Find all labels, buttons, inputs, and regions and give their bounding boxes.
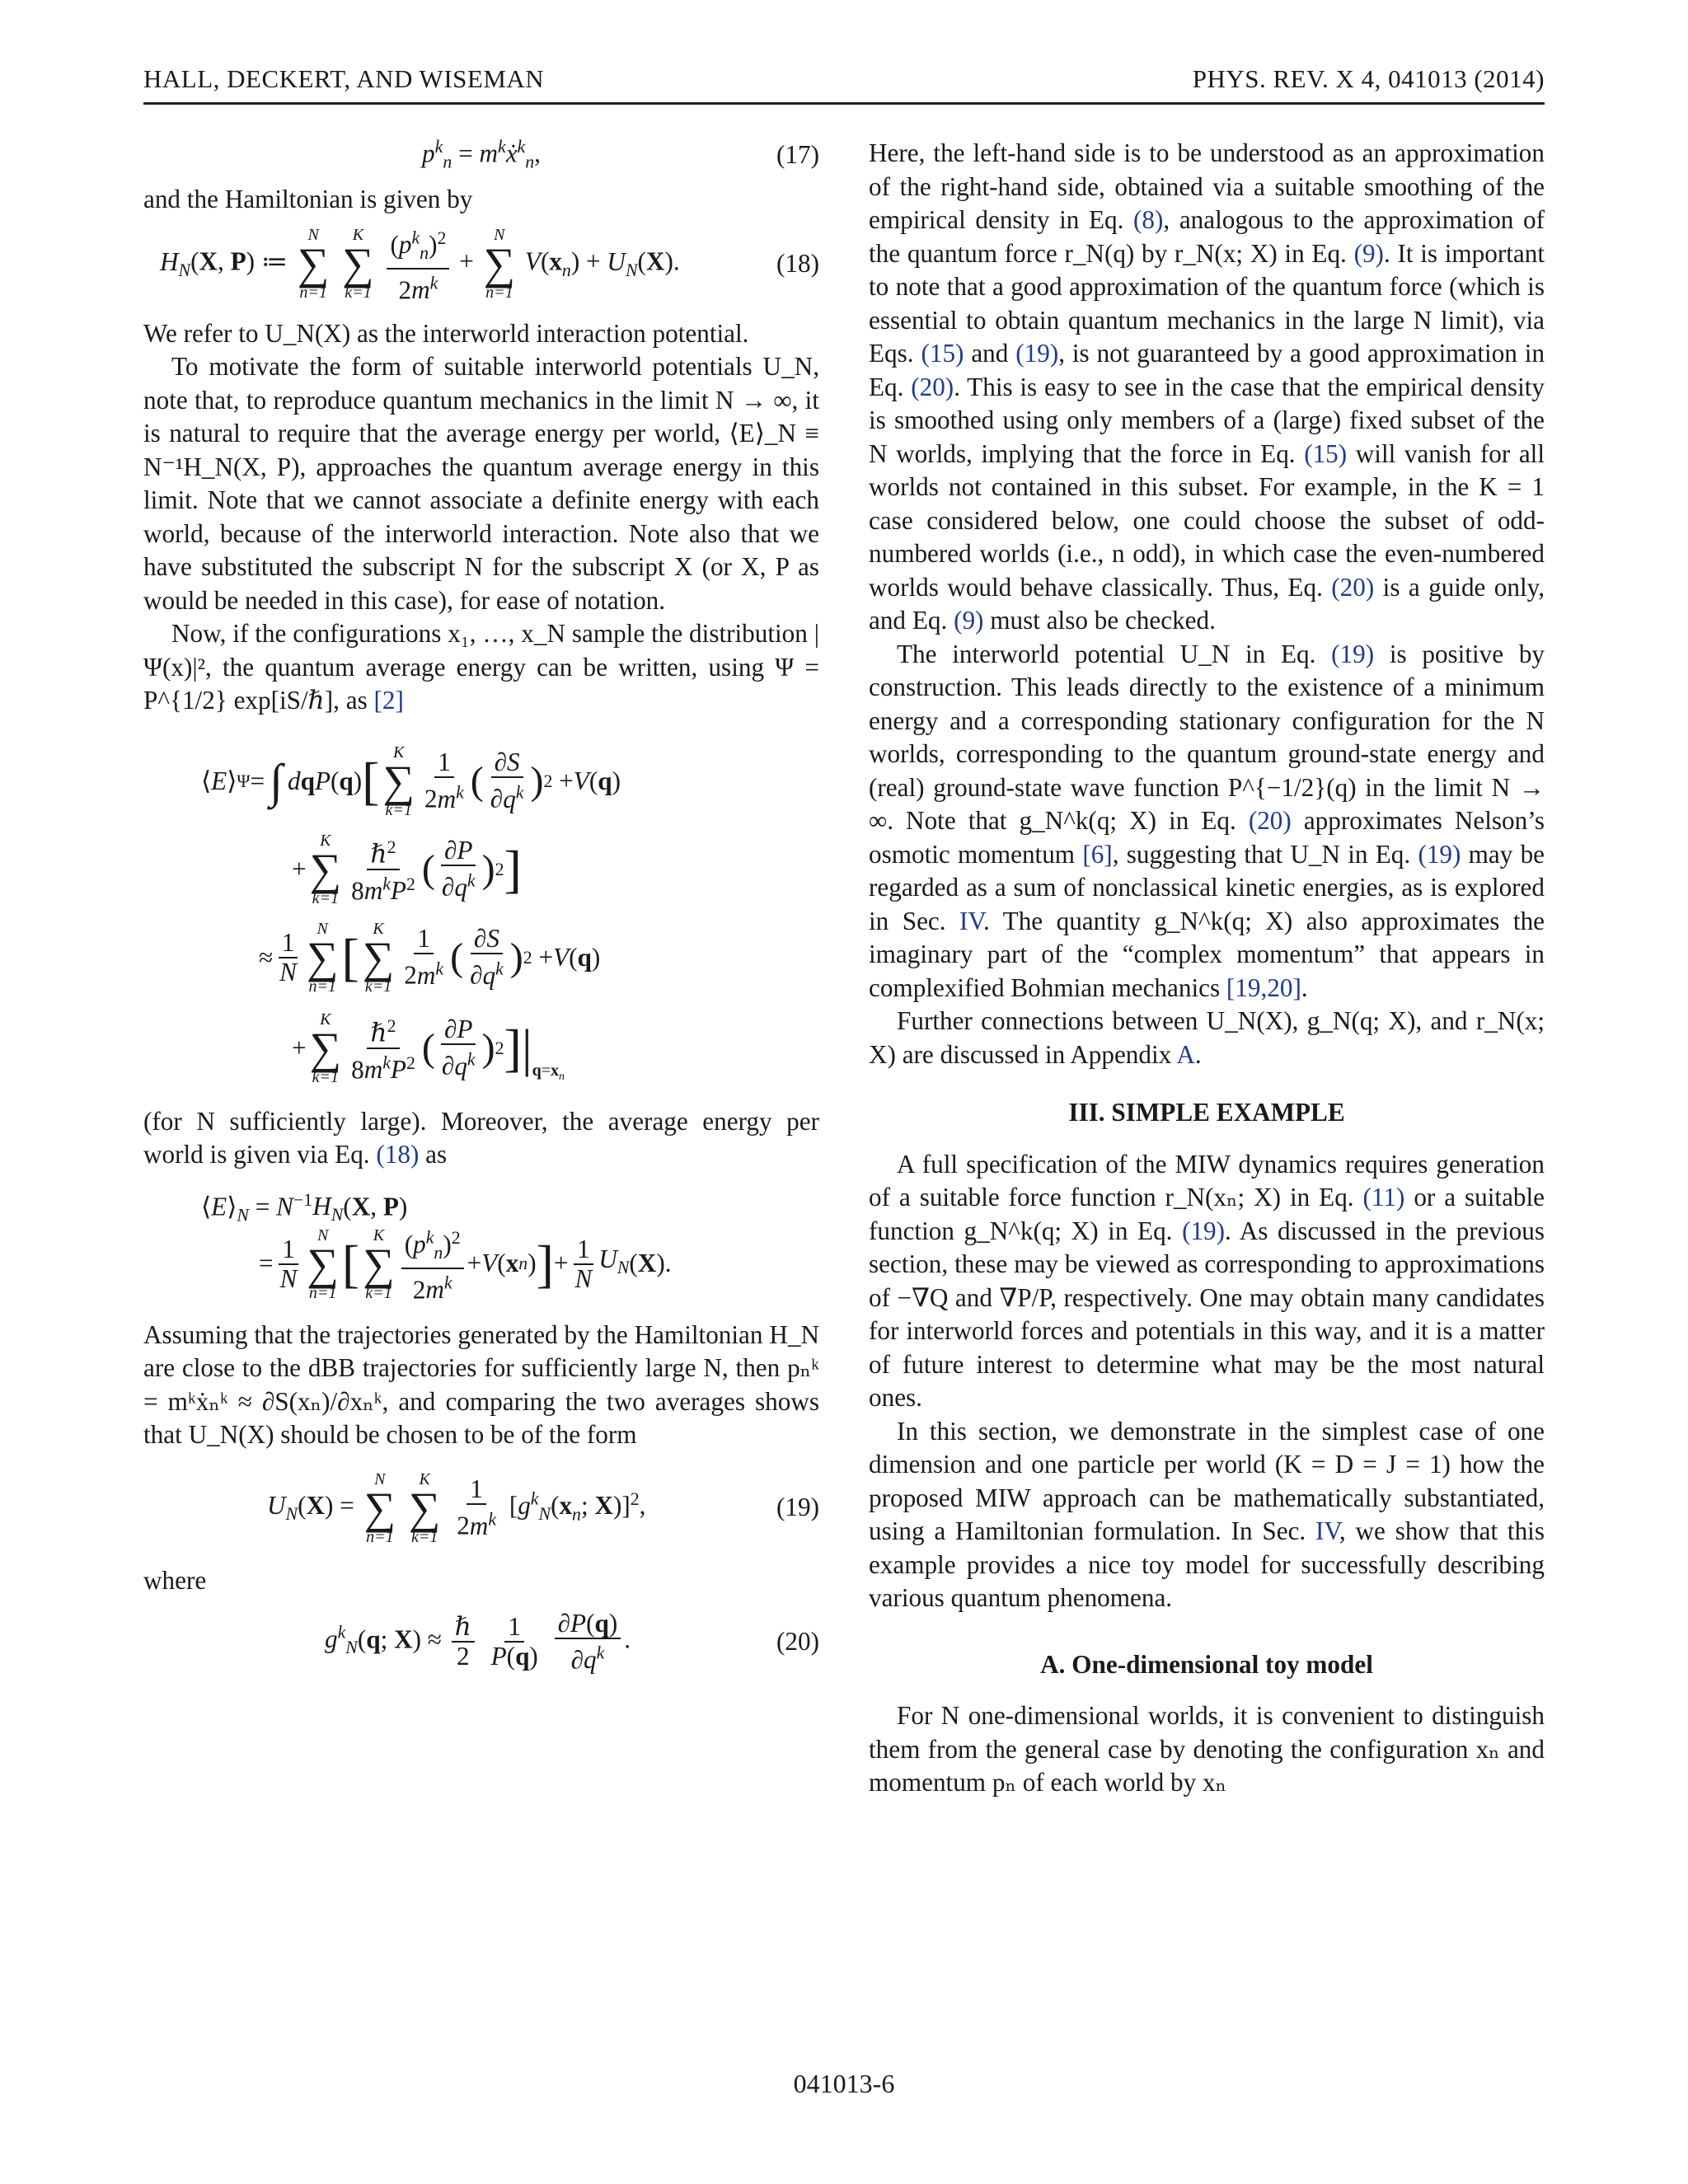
equation-link[interactable]: (8) [1133, 205, 1164, 234]
subsection-heading: A. One-dimensional toy model [1040, 1649, 1373, 1679]
equation-link[interactable]: (15) [921, 339, 964, 368]
paragraph: where [143, 1565, 207, 1595]
equation-link[interactable]: (11) [1362, 1183, 1405, 1212]
page-number: 041013-6 [793, 2069, 895, 2098]
citation-link[interactable]: [19,20] [1226, 972, 1301, 1002]
paragraph: (for N sufficiently large). Moreover, the average energy per world is given via Eq. (18) as [143, 1106, 819, 1169]
equation-link[interactable]: (19) [1015, 339, 1059, 368]
equation-energy-psi: ⟨ E ⟩ Ψ = ∫ d q P ( q ) [ K ∑ k=1 $\frac{1}{2m^k}$ ( $\frac{\partial S}{\partial q^k}$ ) 2 + V ( q ) + K ∑ k=1 $\frac{\hbar^2}{8m^kP^2}$ ( $\frac{\partial P}{\partial q^k}$ ) 2 ] ≈ $\frac{1}{N}$ N ∑ n=1 [ K ∑ k=1 $\frac{1}{2m^k}$ ( $\frac{\partial S}{\partial q^k}$ ) 2 + V ( q ) + K ∑ k=1 $\frac{\hbar^2}{8m^kP^2}$ ( $\frac{\partial P}{\partial q^k}$ ) 2 ]| $q=x_n$ [201, 743, 621, 1086]
running-header-journal: PHYS. REV. X 4, 041013 (2014) [1192, 64, 1545, 93]
equation-17: $p^k_n$ = $m^kẋ^k_n$, (17) [422, 137, 819, 173]
equation-number: (20) [776, 1626, 819, 1656]
equation-18: $H_N(X$, P) ≔ N ∑ n=1 K ∑ k=1 $\frac{(p^k_n)^2}{2m^k}$ + N ∑ n=1 $V(x_n) + U_N(X)$. (18) [143, 217, 819, 312]
section-link[interactable]: IV [959, 906, 983, 935]
paragraph: A full specification of the MIW dynamics requires generation of a suitable force function r_N(xₙ; X) in Eq. (11) or a suitable function g_N^k(q; X) in Eq. (19). As discussed in the previous section, these may be viewed as corresponding to approximations of −∇Q and ∇P/P, respectively. One may obtain many candidates for interworld forces and potentials in this way, and it is a matter of future interest to determine what may be the most natural ones. [869, 1149, 1545, 1412]
paragraph: To motivate the form of suitable interworld potentials U_N, note that, to reproduce quantum mechanics in the limit N → ∞, it is natural to require that the average energy per world, ⟨E⟩_N ≡ N⁻¹H_N(X, P), approaches the quantum average energy in this limit. Note that we cannot associate a definite energy with each world, because of the interworld interaction. Note also that we have substituted the subscript N for the subscript X (or X, P as would be needed in this case), for ease of notation. [143, 352, 819, 615]
appendix-link[interactable]: A [1176, 1039, 1195, 1069]
equation-link[interactable]: (20) [1248, 806, 1292, 835]
equation-19: $U_N(X)$ = N ∑ n=1 K ∑ k=1 $\frac{1}{2m^k}$ [$g^k_N(x_n$; X)]$^2$, (19) [267, 1469, 819, 1546]
equation-link[interactable]: (19) [1331, 639, 1375, 668]
equation-number: (17) [776, 139, 819, 169]
equation-number: (18) [776, 249, 819, 279]
section-heading: III. SIMPLE EXAMPLE [1068, 1098, 1345, 1127]
paragraph: In this section, we demonstrate in the simplest case of one dimension and one particle per world (K = D = J = 1) how the proposed MIW approach can be mathematically substantiated, using a Hamiltonian formulation. In Sec. IV, we show that this example provides a nice toy model for successfully describing various quantum phenomena. [869, 1416, 1545, 1612]
equation-energy-N: $⟨E⟩_N = N^{-1}H_N(X$, P) = $\frac{1}{N}$ N ∑ n=1 [ K ∑ k=1 $\frac{(p^k_n)^2}{2m^k}$ + V ( x n ) ] + $\frac{1}{N}$ $U_N$ ( X ). [201, 1189, 672, 1304]
equation-link[interactable]: (9) [1353, 238, 1384, 268]
paragraph: The interworld potential U_N in Eq. (19) is positive by construction. This leads directly to the existence of a minimum energy and a corresponding stationary configuration for the N worlds, corresponding to the quantum ground-state energy and (real) ground-state wave function P^{−1/2}(q) in the limit N → ∞. Note that g_N^k(q; X) in Eq. (20) approximates Nelson’s osmotic momentum [6], suggesting that U_N in Eq. (19) may be regarded as a sum of nonclassical kinetic energies, as is explored in Sec. IV. The quantity g_N^k(q; X) also approximates the imaginary part of the “complex momentum” that appears in complexified Bohmian mechanics [19,20]. [869, 639, 1545, 1002]
citation-link[interactable]: [2] [373, 686, 404, 715]
paragraph: Here, the left-hand side is to be understood as an approximation of the right-hand side, obtained via a suitable smoothing of the empirical density in Eq. (8), analogous to the approximation of the quantum force r_N(q) by r_N(x; X) in Eq. (9). It is important to note that a good approximation of the quantum force (which is essential to obtain quantum mechanics in the large N limit), via Eqs. (15) and (19), is not guaranteed by a good approximation in Eq. (20). This is easy to see in the case that the empirical density is smoothed using only members of a (large) fixed subset of the N worlds, implying that the force in Eq. (15) will vanish for all worlds not contained in this subset. For example, in the K = 1 case considered below, one could choose the subset of odd-numbered worlds (i.e., n odd), in which case the even-numbered worlds would behave classically. Thus, Eq. (20) is a guide only, and Eq. (9) must also be checked. [869, 138, 1545, 635]
equation-link[interactable]: (19) [1182, 1216, 1226, 1245]
paragraph: Now, if the configurations x₁, …, x_N sample the distribution |Ψ(x)|², the quantum average energy can be written, using Ψ = P^{1/2} exp[iS/ℏ], as [2] [143, 619, 819, 715]
citation-link[interactable]: [6] [1082, 839, 1113, 869]
equation-link[interactable]: (20) [911, 372, 954, 401]
right-column [869, 137, 1545, 1800]
paragraph: and the Hamiltonian is given by [143, 185, 473, 213]
header-rule [143, 102, 1545, 105]
equation-link[interactable]: (20) [1331, 572, 1375, 602]
left-column [143, 132, 819, 1683]
paragraph: Assuming that the trajectories generated by the Hamiltonian H_N are close to the dBB trajectories for sufficiently large N, then pₙᵏ = mᵏẋₙᵏ ≈ ∂S(xₙ)/∂xₙᵏ, and comparing the two averages shows that U_N(X) should be chosen to be of the form [143, 1319, 819, 1449]
equation-link[interactable]: (19) [1418, 839, 1461, 869]
equation-20: $g^k_N(q$; X) ≈ $\frac{\text{ℏ}}{2}$ $\frac{1}{P(q)}$ $\frac{\partial P(q)}{\partial q^k}$ . (20) [325, 1608, 819, 1675]
equation-link[interactable]: (18) [376, 1140, 420, 1169]
equation-number: (19) [776, 1493, 819, 1522]
paragraph: Further connections between U_N(X), g_N(q; X), and r_N(x; X) are discussed in Appendix A. [869, 1006, 1545, 1069]
paragraph: For N one-dimensional worlds, it is convenient to distinguish them from the general case by denoting the configuration xₙ and momentum pₙ of each world by xₙ [869, 1701, 1545, 1797]
equation-link[interactable]: (15) [1304, 438, 1348, 468]
equation-link[interactable]: (9) [954, 606, 984, 635]
running-header-authors: HALL, DECKERT, AND WISEMAN [143, 64, 545, 93]
section-link[interactable]: IV [1315, 1516, 1339, 1545]
paragraph: We refer to U_N(X) as the interworld interaction potential. [143, 318, 749, 348]
